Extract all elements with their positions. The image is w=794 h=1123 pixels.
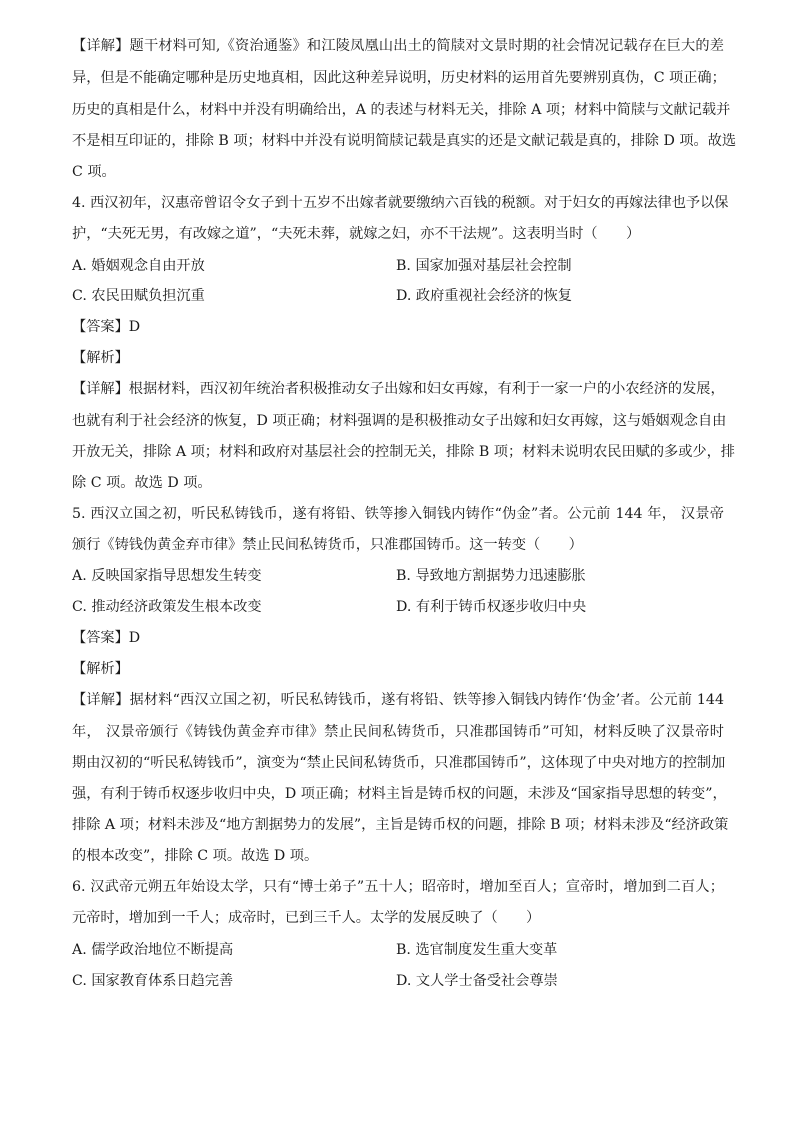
detail-line: 除 C 项。故选 D 项。 (72, 475, 212, 491)
prev-detail-line: 【详解】题干材料可知,《资治通鉴》和江陵凤凰山出土的简牍对文景时期的社会情况记载存在巨大的差 (72, 38, 724, 54)
detail-line: 开放无关，排除 A 项；材料和政府对基层社会的控制无关，排除 B 项；材料未说明农民田赋的多或少，排 (72, 444, 735, 460)
question-stem: 5. 西汉立国之初，听民私铸钱币，遂有将铅、铁等掺入铜钱内铸作“伪金”者。公元前 144 年， 汉景帝 (72, 506, 724, 522)
prev-detail-line: C 项。 (72, 164, 116, 180)
analysis-label: 【解析】 (72, 661, 129, 677)
question-stem: 6. 汉武帝元朔五年始设太学，只有“博士弟子”五十人；昭帝时，增加至百人；宣帝时，增加到二百人； (72, 879, 724, 895)
option-c: C. 推动经济政策发生根本改变 (72, 599, 262, 615)
option-b: B. 导致地方割据势力迅速膨胀 (396, 568, 586, 584)
answer-label: 【答案】D (72, 630, 141, 646)
detail-line: 也就有利于社会经济的恢复，D 项正确；材料强调的是积极推动女子出嫁和妇女再嫁，这与婚姻观念自由 (72, 413, 727, 429)
analysis-label: 【解析】 (72, 350, 129, 366)
detail-line: 年， 汉景帝颁行《铸钱伪黄金弃市律》禁止民间私铸货币，只准郡国铸币”可知，材料反映了汉景帝时 (72, 724, 724, 740)
detail-line: 的根本改变”，排除 C 项。故选 D 项。 (72, 848, 319, 864)
option-d: D. 政府重视社会经济的恢复 (396, 288, 572, 304)
question-stem: 颁行《铸钱伪黄金弃市律》禁止民间私铸货币，只准郡国铸币。这一转变（ ） (72, 537, 583, 553)
detail-line: 排除 A 项；材料未涉及“地方割据势力的发展”，主旨是铸币权的问题，排除 B 项；材料未涉及“经济政策 (72, 817, 729, 833)
option-d: D. 文人学士备受社会尊崇 (396, 973, 558, 989)
question-stem: 元帝时，增加到一千人；成帝时，已到三千人。太学的发展反映了（ ） (72, 910, 541, 926)
prev-detail-line: 历史的真相是什么，材料中并没有明确给出，A 的表述与材料无关，排除 A 项；材料中简牍与文献记载并 (72, 102, 731, 118)
detail-line: 【详解】根据材料，西汉初年统治者积极推动女子出嫁和妇女再嫁，有利于一家一户的小农经济的发展， (72, 381, 725, 397)
option-d: D. 有利于铸币权逐步收归中央 (396, 599, 587, 615)
option-c: C. 国家教育体系日趋完善 (72, 973, 234, 989)
detail-line: 【详解】据材料“西汉立国之初，听民私铸钱币，遂有将铅、铁等掺入铜钱内铸作‘伪金’者。公元前 144 (72, 692, 724, 708)
option-c: C. 农民田赋负担沉重 (72, 288, 205, 304)
option-b: B. 国家加强对基层社会控制 (396, 258, 572, 274)
option-a: A. 婚姻观念自由开放 (72, 258, 205, 274)
question-stem: 4. 西汉初年，汉惠帝曾诏令女子到十五岁不出嫁者就要缴纳六百钱的税额。对于妇女的再嫁法律也予以保 (72, 195, 729, 211)
question-stem: 护，“夫死无男，有改嫁之道”，“夫死未葬，就嫁之妇，亦不干法规”。这表明当时（ ） (72, 226, 641, 242)
prev-detail-line: 不是相互印证的，排除 B 项；材料中并没有说明简牍记载是真实的还是文献记载是真的，排除 D 项。故选 (72, 133, 737, 149)
detail-line: 强，有利于铸币权逐步收归中央，D 项正确；材料主旨是铸币权的问题，未涉及“国家指导思想的转变”， (72, 786, 727, 802)
option-a: A. 反映国家指导思想发生转变 (72, 568, 262, 584)
option-a: A. 儒学政治地位不断提高 (72, 942, 234, 958)
answer-label: 【答案】D (72, 319, 141, 335)
detail-line: 期由汉初的“听民私铸钱币”，演变为“禁止民间私铸货币，只准郡国铸币”，这体现了中央对地方的控制加 (72, 755, 726, 771)
option-b: B. 选官制度发生重大变革 (396, 942, 558, 958)
prev-detail-line: 异，但是不能确定哪种是历史地真相，因此这种差异说明，历史材料的运用首先要辨别真伪，C 项正确； (72, 70, 726, 86)
